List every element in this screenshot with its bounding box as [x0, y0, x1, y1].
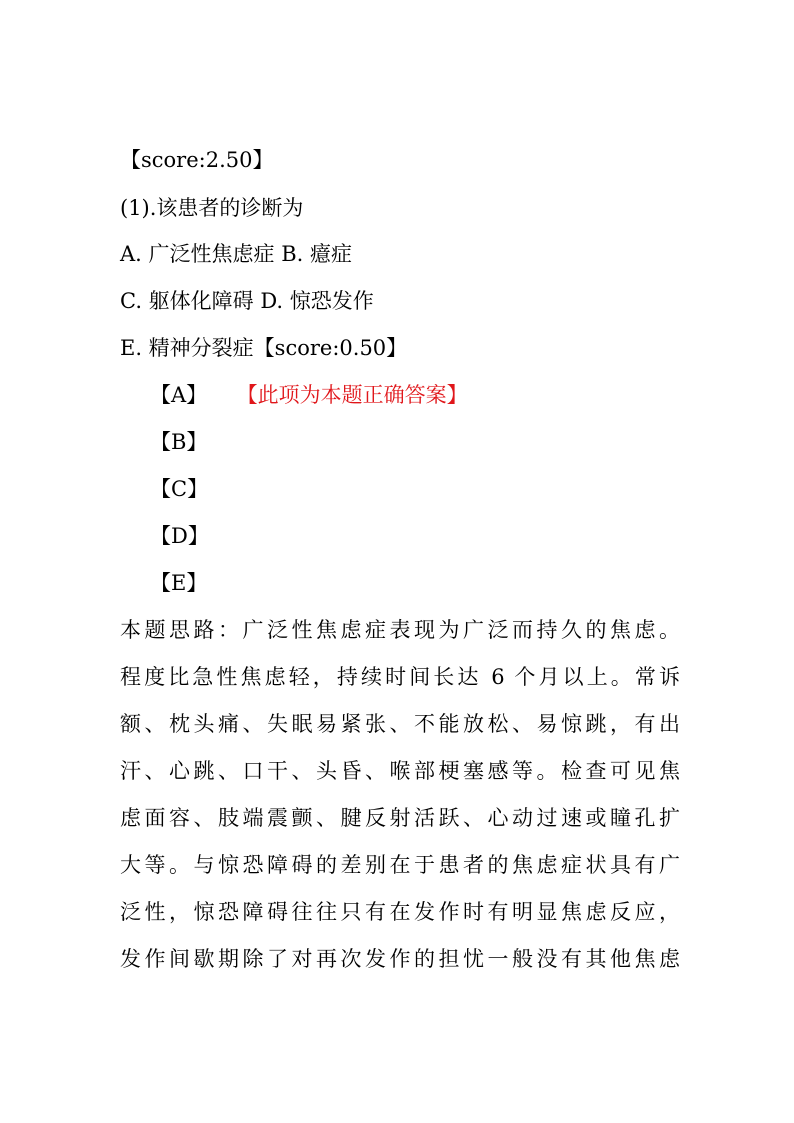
explanation-line: 发作间歇期除了对再次发作的担忧一般没有其他焦虑	[120, 947, 680, 971]
explanation-line: 泛性，惊恐障碍往往只有在发作时有明显焦虑反应，	[120, 900, 680, 924]
explanation-line: 本题思路：广泛性焦虑症表现为广泛而持久的焦虑。	[120, 618, 680, 642]
choice-d: 【D】	[150, 524, 209, 548]
score-header: 【score:2.50】	[120, 148, 274, 172]
option-row-ab: A. 广泛性焦虑症 B. 癔症	[120, 242, 352, 266]
explanation-line: 大等。与惊恐障碍的差别在于患者的焦虑症状具有广	[120, 853, 680, 877]
explanation-line: 汗、心跳、口干、头昏、喉部梗塞感等。检查可见焦	[120, 759, 680, 783]
explanation-line: 额、枕头痛、失眠易紧张、不能放松、易惊跳，有出	[120, 712, 680, 736]
question-stem: (1).该患者的诊断为	[120, 196, 304, 220]
correct-answer-note: 【此项为本题正确答案】	[247, 383, 468, 407]
option-row-e: E. 精神分裂症【score:0.50】	[120, 336, 408, 360]
choice-a	[150, 380, 468, 410]
choice-c: 【C】	[150, 477, 209, 501]
explanation-line: 虑面容、肢端震颤、腱反射活跃、心动过速或瞳孔扩	[120, 806, 680, 830]
choice-a-label: 【A】	[150, 383, 208, 407]
choice-b: 【B】	[150, 430, 208, 454]
choice-e: 【E】	[150, 571, 208, 595]
option-row-cd: C. 躯体化障碍 D. 惊恐发作	[120, 289, 374, 313]
explanation-line: 程度比急性焦虑轻，持续时间长达 6 个月以上。常诉	[120, 665, 680, 689]
